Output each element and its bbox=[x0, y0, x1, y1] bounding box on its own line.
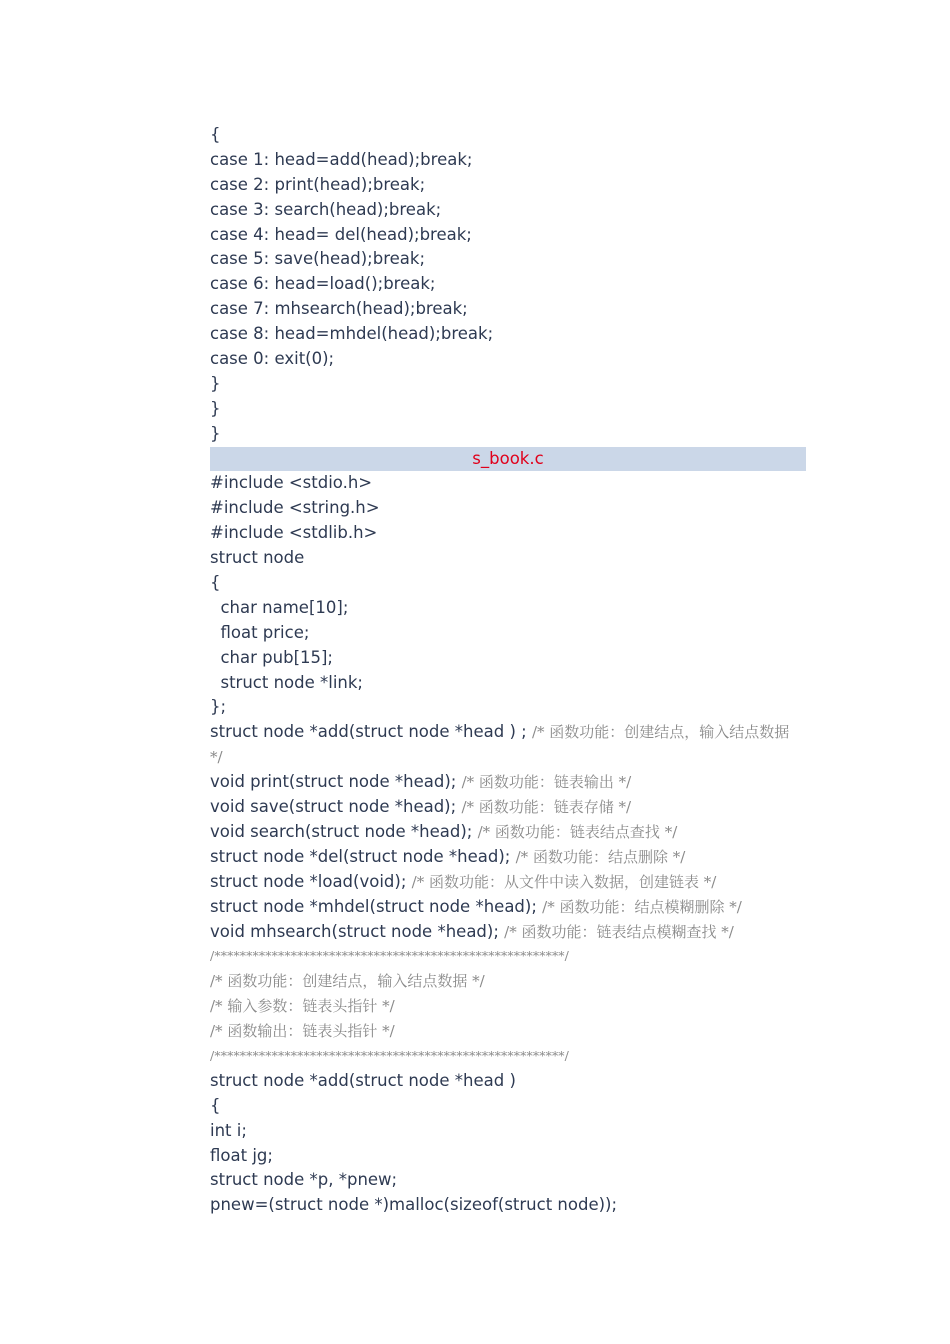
code-line: struct node *p, *pnew; bbox=[210, 1170, 398, 1190]
prototype-line bbox=[210, 720, 806, 770]
code-line: { bbox=[210, 1095, 221, 1115]
comment-line: /* 输入参数：链表头指针 */ bbox=[210, 997, 395, 1016]
switch-block bbox=[210, 123, 806, 447]
document-page bbox=[210, 123, 806, 1218]
prototype-code: void mhsearch(struct node *head); bbox=[210, 921, 505, 941]
code-line: case 0: exit(0); bbox=[210, 349, 335, 369]
prototype-comment: /* 函数功能：结点模糊删除 */ bbox=[542, 897, 742, 916]
code-line: float price; bbox=[210, 622, 310, 642]
code-line: } bbox=[210, 373, 221, 393]
prototype-block bbox=[210, 720, 806, 944]
code-line: case 4: head= del(head);break; bbox=[210, 224, 472, 244]
code-line: struct node bbox=[210, 548, 305, 568]
comment-separator: /*******************************************************/ bbox=[210, 948, 570, 964]
prototype-comment: /* 函数功能：链表存储 */ bbox=[461, 798, 632, 817]
prototype-line bbox=[210, 820, 806, 845]
prototype-code: void print(struct node *head); bbox=[210, 772, 462, 792]
code-line: char name[10]; bbox=[210, 597, 349, 617]
prototype-code: struct node *load(void); bbox=[210, 871, 412, 891]
comment-line: /* 函数输出：链表头指针 */ bbox=[210, 1022, 395, 1041]
prototype-code: struct node *mhdel(struct node *head); bbox=[210, 896, 543, 916]
code-line: int i; bbox=[210, 1120, 247, 1140]
prototype-code: struct node *add(struct node *head ) ; bbox=[210, 722, 532, 742]
prototype-code: void save(struct node *head); bbox=[210, 797, 462, 817]
prototype-line bbox=[210, 920, 806, 945]
function-header-comment bbox=[210, 944, 806, 1068]
code-line: pnew=(struct node *)malloc(sizeof(struct node)); bbox=[210, 1195, 618, 1215]
prototype-comment: /* 函数功能：结点删除 */ bbox=[515, 847, 686, 866]
code-line: case 7: mhsearch(head);break; bbox=[210, 299, 468, 319]
prototype-line bbox=[210, 770, 806, 795]
prototype-line bbox=[210, 895, 806, 920]
prototype-comment: /* 函数功能：链表结点模糊查找 */ bbox=[504, 922, 734, 941]
code-line: { bbox=[210, 125, 221, 144]
comment-line: /* 函数功能：创建结点，输入结点数据 */ bbox=[210, 972, 485, 991]
header-block bbox=[210, 471, 806, 720]
code-line: #include <stdlib.h> bbox=[210, 523, 378, 543]
code-line: }; bbox=[210, 697, 227, 717]
prototype-line bbox=[210, 845, 806, 870]
code-line: case 5: save(head);break; bbox=[210, 249, 425, 269]
prototype-comment: /* 函数功能：从文件中读入数据，创建链表 */ bbox=[411, 872, 717, 891]
prototype-comment: /* 函数功能：链表结点查找 */ bbox=[477, 822, 678, 841]
code-line: { bbox=[210, 573, 221, 593]
code-line: case 1: head=add(head);break; bbox=[210, 149, 473, 169]
code-line: case 8: head=mhdel(head);break; bbox=[210, 324, 494, 344]
prototype-code: struct node *del(struct node *head); bbox=[210, 846, 516, 866]
comment-separator: /*******************************************************/ bbox=[210, 1047, 570, 1063]
code-line: case 2: print(head);break; bbox=[210, 174, 426, 194]
add-function-block bbox=[210, 1069, 806, 1218]
code-line: #include <stdio.h> bbox=[210, 473, 373, 493]
code-line: char pub[15]; bbox=[210, 647, 333, 667]
prototype-comment: /* 函数功能：链表输出 */ bbox=[461, 773, 632, 792]
code-line: case 6: head=load();break; bbox=[210, 274, 436, 294]
code-line: struct node *link; bbox=[210, 672, 363, 692]
code-line: } bbox=[210, 398, 221, 418]
code-line: } bbox=[210, 423, 221, 443]
code-line: float jg; bbox=[210, 1145, 273, 1165]
code-line: struct node *add(struct node *head ) bbox=[210, 1070, 516, 1090]
code-line: #include <string.h> bbox=[210, 498, 380, 518]
file-title-banner: s_book.c bbox=[210, 447, 806, 471]
code-line: case 3: search(head);break; bbox=[210, 199, 442, 219]
prototype-comment: /* 函数功能：创建结点，输入结点数据 */ bbox=[210, 723, 790, 767]
prototype-line bbox=[210, 795, 806, 820]
prototype-line bbox=[210, 870, 806, 895]
prototype-code: void search(struct node *head); bbox=[210, 821, 478, 841]
